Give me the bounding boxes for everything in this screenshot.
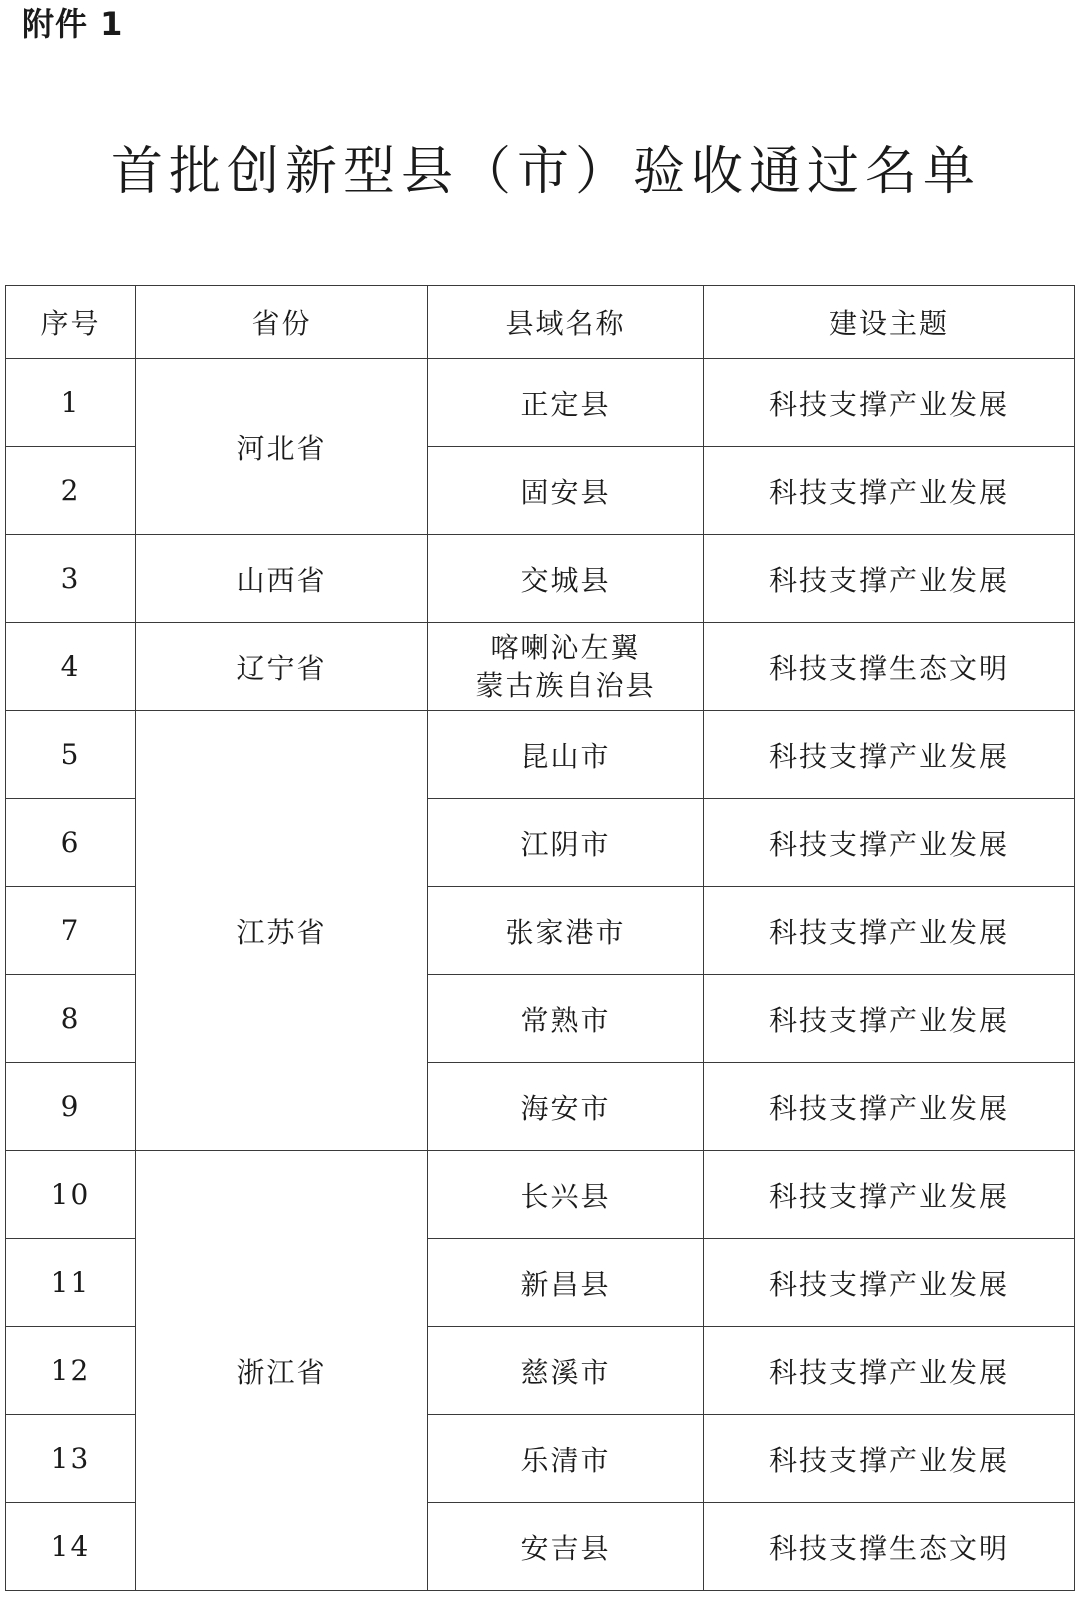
county-cell <box>428 1415 704 1503</box>
county-cell <box>428 535 704 623</box>
county-name: 海安市 <box>520 1091 611 1125</box>
county-name: 长兴县 <box>520 1179 611 1213</box>
header-county <box>428 286 704 359</box>
table-row <box>6 623 1075 711</box>
theme-cell <box>704 1239 1075 1327</box>
county-name: 新昌县 <box>520 1267 611 1301</box>
table-row <box>6 711 1075 799</box>
theme-cell <box>704 1415 1075 1503</box>
header-province <box>136 286 428 359</box>
attachment-label: 附件 1 <box>22 5 124 43</box>
theme-cell <box>704 447 1075 535</box>
row-number: 7 <box>60 914 81 947</box>
construction-theme: 科技支撑生态文明 <box>768 651 1009 685</box>
county-name: 乐清市 <box>520 1443 611 1477</box>
row-number: 9 <box>60 1090 81 1123</box>
county-cell <box>428 1063 704 1151</box>
province-name: 江苏省 <box>236 915 327 949</box>
construction-theme: 科技支撑产业发展 <box>768 1003 1009 1037</box>
county-name: 正定县 <box>520 387 611 421</box>
row-number: 1 <box>60 386 81 419</box>
theme-cell <box>704 1151 1075 1239</box>
province-name: 浙江省 <box>236 1355 327 1389</box>
county-cell <box>428 359 704 447</box>
row-number-cell <box>6 1415 136 1503</box>
row-number: 11 <box>50 1266 91 1299</box>
row-number: 12 <box>50 1354 91 1387</box>
province-name: 辽宁省 <box>236 651 327 685</box>
county-cell <box>428 623 704 711</box>
construction-theme: 科技支撑产业发展 <box>768 563 1009 597</box>
table-body <box>6 359 1075 1591</box>
row-number: 6 <box>60 826 81 859</box>
county-cell <box>428 975 704 1063</box>
province-cell <box>136 359 428 535</box>
county-name: 交城县 <box>520 563 611 597</box>
row-number: 3 <box>60 562 81 595</box>
county-cell <box>428 447 704 535</box>
province-name: 山西省 <box>236 563 327 597</box>
row-number: 13 <box>50 1442 91 1475</box>
row-number-cell <box>6 1239 136 1327</box>
row-number-cell <box>6 1503 136 1591</box>
table-row <box>6 1151 1075 1239</box>
header-theme-label: 建设主题 <box>828 307 949 340</box>
construction-theme: 科技支撑生态文明 <box>768 1531 1009 1565</box>
county-name: 常熟市 <box>520 1003 611 1037</box>
construction-theme: 科技支撑产业发展 <box>768 1267 1009 1301</box>
row-number: 4 <box>60 650 81 683</box>
row-number-cell <box>6 975 136 1063</box>
document-title: 首批创新型县（市）验收通过名单 <box>110 142 981 202</box>
header-no-label: 序号 <box>40 307 101 340</box>
county-cell <box>428 1239 704 1327</box>
county-cell <box>428 1151 704 1239</box>
province-cell <box>136 1151 428 1591</box>
row-number-cell <box>6 799 136 887</box>
table-row <box>6 359 1075 447</box>
roster-table <box>5 285 1075 1591</box>
county-cell <box>428 1327 704 1415</box>
table-row <box>6 535 1075 623</box>
header-theme <box>704 286 1075 359</box>
row-number-cell <box>6 1063 136 1151</box>
county-cell <box>428 1503 704 1591</box>
row-number-cell <box>6 711 136 799</box>
county-name: 固安县 <box>520 475 611 509</box>
header-county-label: 县域名称 <box>505 307 626 340</box>
county-cell <box>428 711 704 799</box>
row-number-cell <box>6 535 136 623</box>
theme-cell <box>704 1503 1075 1591</box>
county-name: 安吉县 <box>520 1531 611 1565</box>
row-number: 8 <box>60 1002 81 1035</box>
row-number-cell <box>6 1151 136 1239</box>
county-cell <box>428 799 704 887</box>
construction-theme: 科技支撑产业发展 <box>768 1355 1009 1389</box>
construction-theme: 科技支撑产业发展 <box>768 739 1009 773</box>
theme-cell <box>704 975 1075 1063</box>
header-row <box>6 286 1075 359</box>
province-name: 河北省 <box>236 431 327 465</box>
construction-theme: 科技支撑产业发展 <box>768 387 1009 421</box>
row-number-cell <box>6 359 136 447</box>
construction-theme: 科技支撑产业发展 <box>768 915 1009 949</box>
county-name: 江阴市 <box>520 827 611 861</box>
row-number-cell <box>6 1327 136 1415</box>
row-number-cell <box>6 623 136 711</box>
county-name: 张家港市 <box>505 915 626 949</box>
theme-cell <box>704 359 1075 447</box>
construction-theme: 科技支撑产业发展 <box>768 1179 1009 1213</box>
row-number: 5 <box>60 738 81 771</box>
county-name-line: 蒙古族自治县 <box>475 668 656 702</box>
theme-cell <box>704 711 1075 799</box>
row-number-cell <box>6 447 136 535</box>
theme-cell <box>704 1327 1075 1415</box>
header-no <box>6 286 136 359</box>
theme-cell <box>704 1063 1075 1151</box>
row-number: 14 <box>50 1530 91 1563</box>
row-number: 10 <box>50 1178 91 1211</box>
theme-cell <box>704 535 1075 623</box>
county-name-line: 喀喇沁左翼 <box>490 630 641 664</box>
province-cell <box>136 623 428 711</box>
province-cell <box>136 535 428 623</box>
row-number: 2 <box>60 474 81 507</box>
county-cell <box>428 887 704 975</box>
construction-theme: 科技支撑产业发展 <box>768 1091 1009 1125</box>
province-cell <box>136 711 428 1151</box>
theme-cell <box>704 887 1075 975</box>
theme-cell <box>704 799 1075 887</box>
row-number-cell <box>6 887 136 975</box>
theme-cell <box>704 623 1075 711</box>
construction-theme: 科技支撑产业发展 <box>768 475 1009 509</box>
county-name: 慈溪市 <box>520 1355 611 1389</box>
construction-theme: 科技支撑产业发展 <box>768 827 1009 861</box>
table-header <box>6 286 1075 359</box>
construction-theme: 科技支撑产业发展 <box>768 1443 1009 1477</box>
header-province-label: 省份 <box>251 307 312 340</box>
county-name: 昆山市 <box>520 739 611 773</box>
